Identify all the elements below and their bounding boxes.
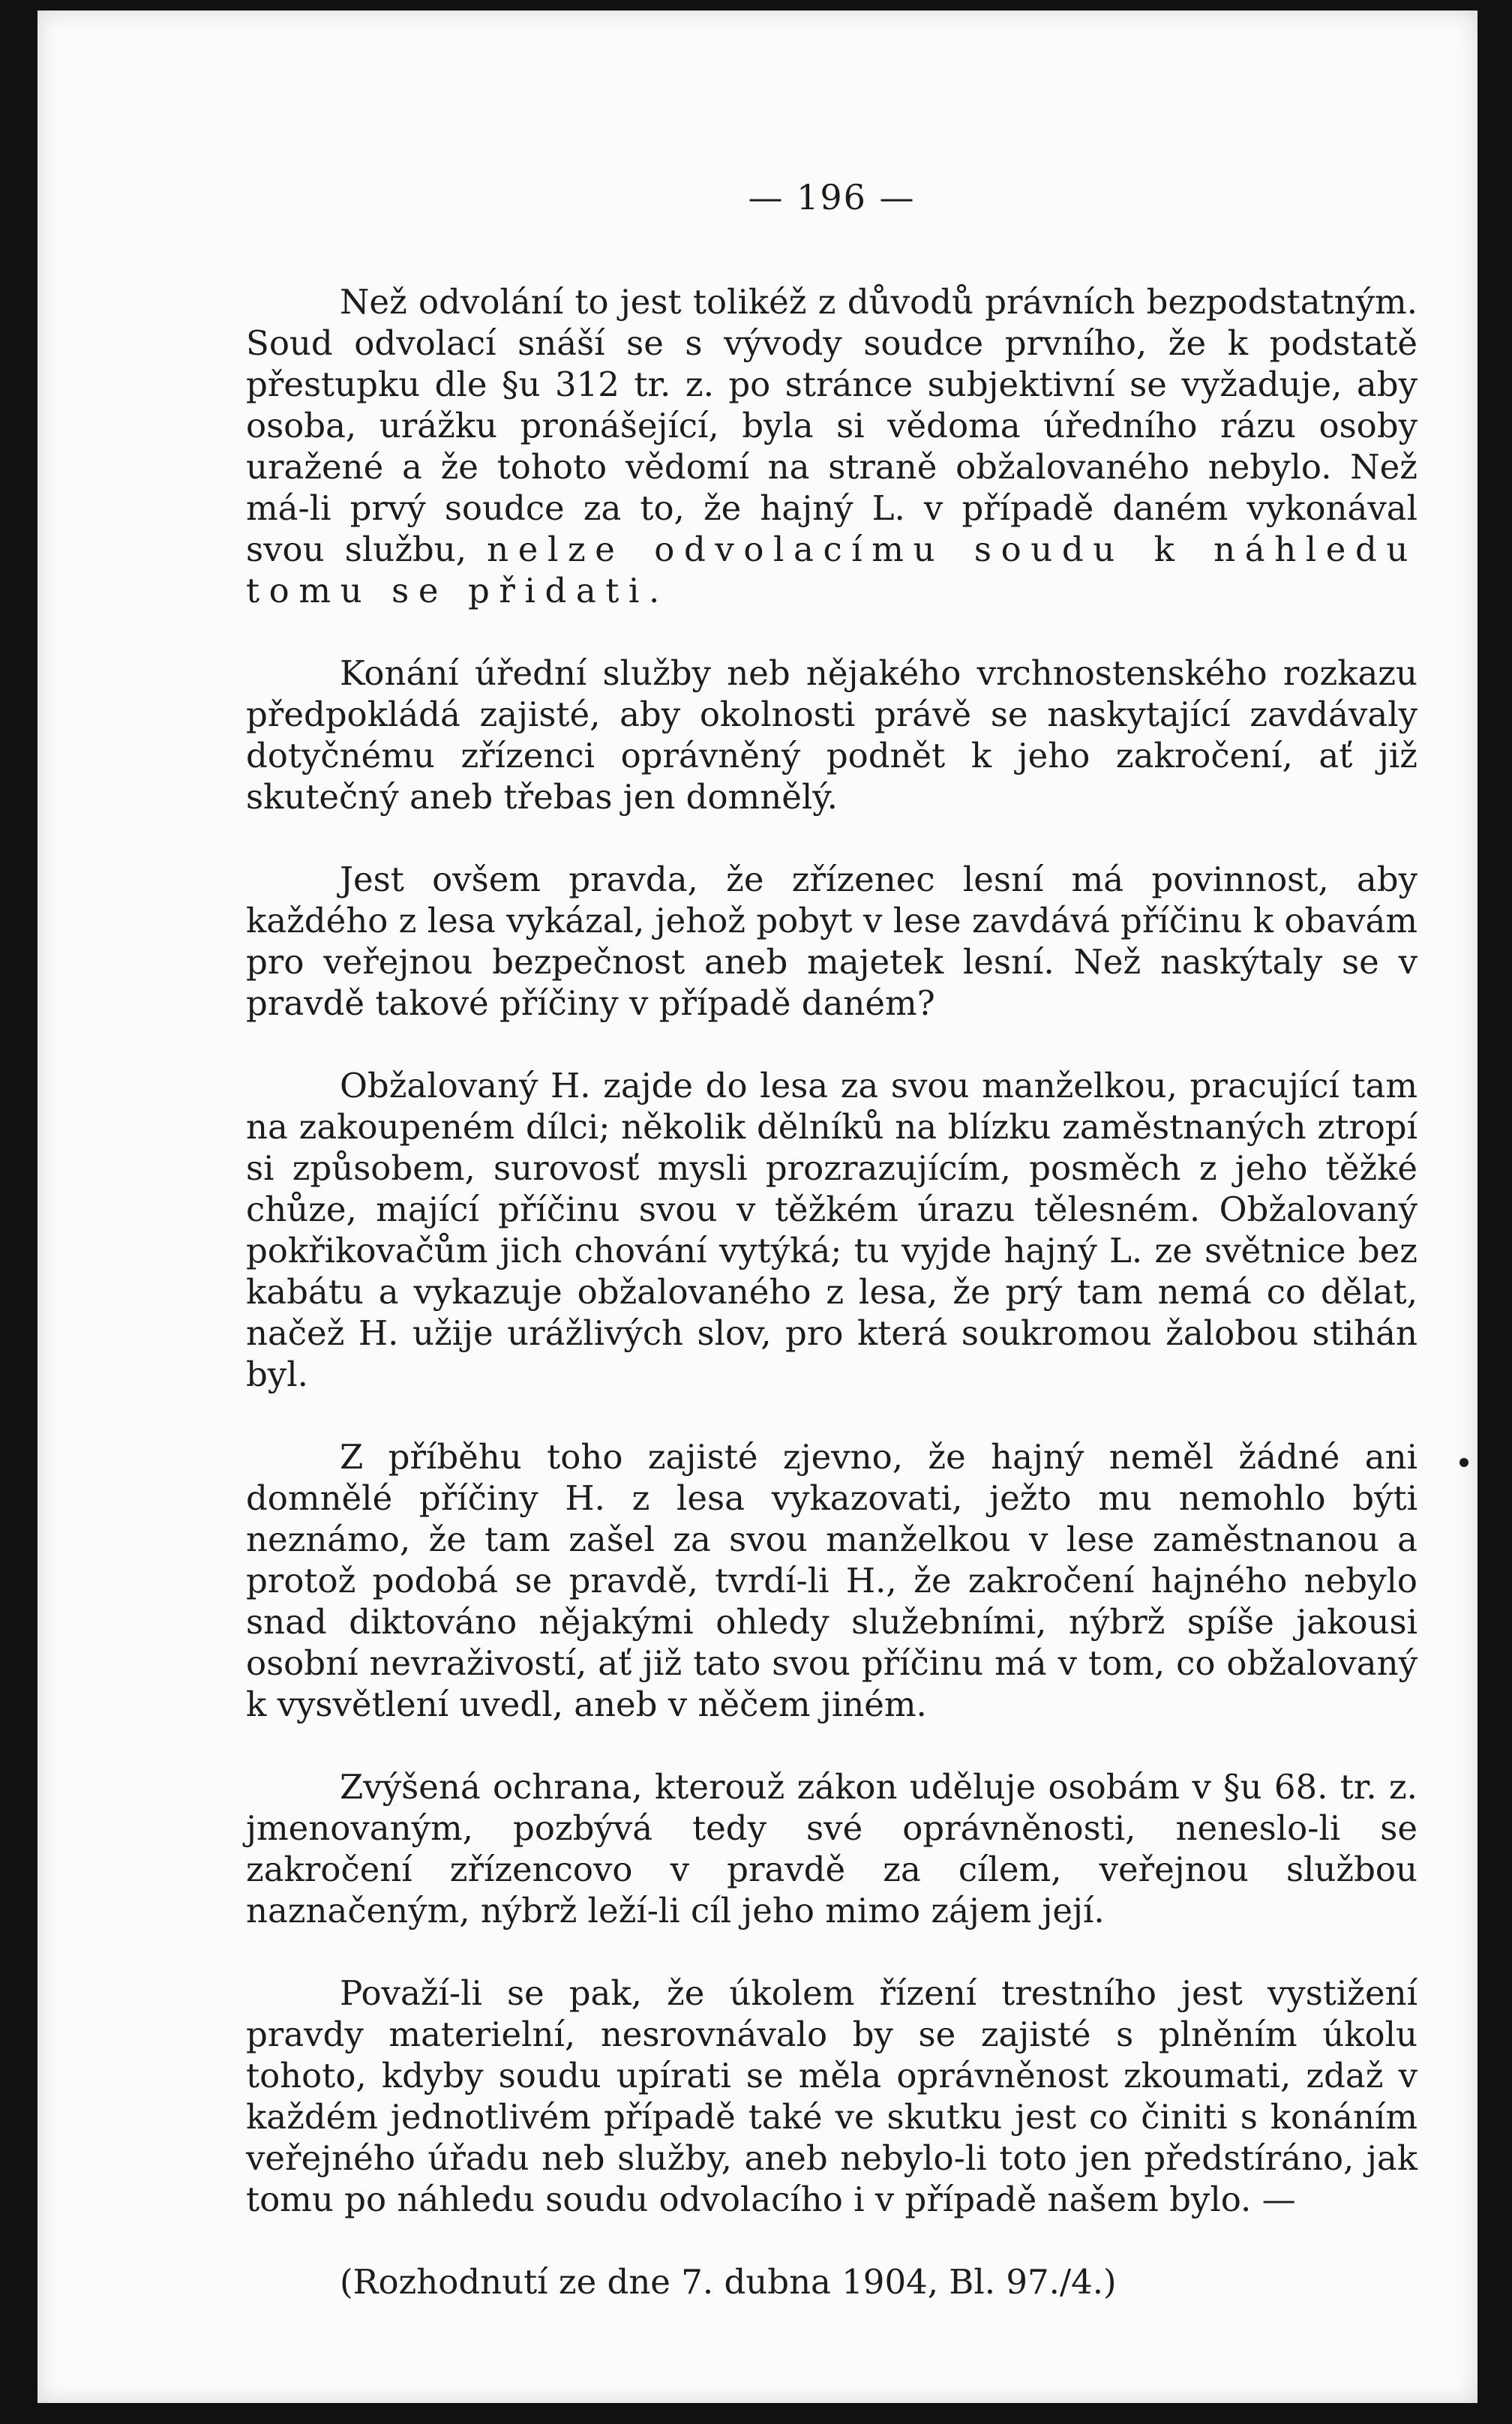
page-number: — 196 —	[748, 177, 916, 218]
scanned-page	[38, 10, 1478, 2403]
emphasized-sentence: nelze odvolacímu soudu k náhledu tomu se přidati.	[246, 530, 1418, 610]
paragraph-5: Z příběhu toho zajisté zjevno, že hajný neměl žádné ani domnělé příčiny H. z lesa vykazovati, ježto mu nemohlo býti neznámo, že tam zašel za svou manželkou v lese zaměstnanou a protož podobá se pravdě, tvrdí-li H., že zakročení hajného nebylo snad diktováno nějakými ohledy služebními, nýbrž spíše jakousi osobní nevraživostí, ať již tato svou příčinu má v tom, co obžalovaný k vysvětlení uvedl, aneb v něčem jiném.	[246, 1437, 1418, 1724]
paragraph-7: Považí-li se pak, že úkolem řízení trestního jest vystižení pravdy materielní, nesrovnávalo by se zajisté s plněním úkolu tohoto, kdyby soudu upírati se měla oprávněnost zkoumati, zdaž v každém jednotlivém případě také ve skutku jest co činiti s konáním veřejného úřadu neb služby, aneb nebylo-li toto jen předstíráno, jak tomu po náhledu soudu odvolacího i v případě našem bylo. —	[246, 1973, 1418, 2219]
paragraph-3: Jest ovšem pravda, že zřízenec lesní má povinnost, aby každého z lesa vykázal, jehož pobyt v lese zavdává příčinu k obavám pro veřejnou bezpečnost aneb majetek lesní. Než naskýtaly se v pravdě takové příčiny v případě daném?	[246, 860, 1418, 1023]
decision-citation: (Rozhodnutí ze dne 7. dubna 1904, Bl. 97./4.)	[340, 2262, 1117, 2302]
margin-speck	[1460, 1458, 1468, 1467]
page-content	[246, 177, 1418, 2302]
paragraph-text: Než odvolání to jest tolikéž z důvodů právních bezpodstatným. Soud odvolací snáší se s vývody soudce prvního, že k podstatě přestupku dle §u 312 tr. z. po stránce subjektivní se vyžaduje, aby osoba, urážku pronášející, byla si vědoma úředního rázu osoby uražené a že tohoto vědomí na straně obžalovaného nebylo. Než má-li prvý soudce za to, že hajný L. v případě daném vykonával svou službu,	[246, 282, 1418, 569]
paragraph-6: Zvýšená ochrana, kterouž zákon uděluje osobám v §u 68. tr. z. jmenovaným, pozbývá tedy své oprávněnosti, neneslo-li se zakročení zřízencovo v pravdě za cílem, veřejnou službou naznačeným, nýbrž leží-li cíl jeho mimo zájem její.	[246, 1767, 1418, 1930]
paragraph-4: Obžalovaný H. zajde do lesa za svou manželkou, pracující tam na zakoupeném dílci; několik dělníků na blízku zaměstnaných ztropí si způsobem, surovosť mysli prozrazujícím, posměch z jeho těžké chůze, mající příčinu svou v těžkém úrazu tělesném. Obžalovaný pokřikovačům jich chování vytýká; tu vyjde hajný L. ze světnice bez kabátu a vykazuje obžalovaného z lesa, že prý tam nemá co dělat, načež H. užije urážlivých slov, pro která soukromou žalobou stihán byl.	[246, 1066, 1418, 1394]
paragraph-1	[246, 281, 1418, 611]
paragraph-2: Konání úřední služby neb nějakého vrchnostenského rozkazu předpokládá zajisté, aby okolnosti právě se naskytající zavdávaly dotyčnému zřízenci oprávněný podnět k jeho zakročení, ať již skutečný aneb třebas jen domnělý.	[246, 653, 1418, 817]
